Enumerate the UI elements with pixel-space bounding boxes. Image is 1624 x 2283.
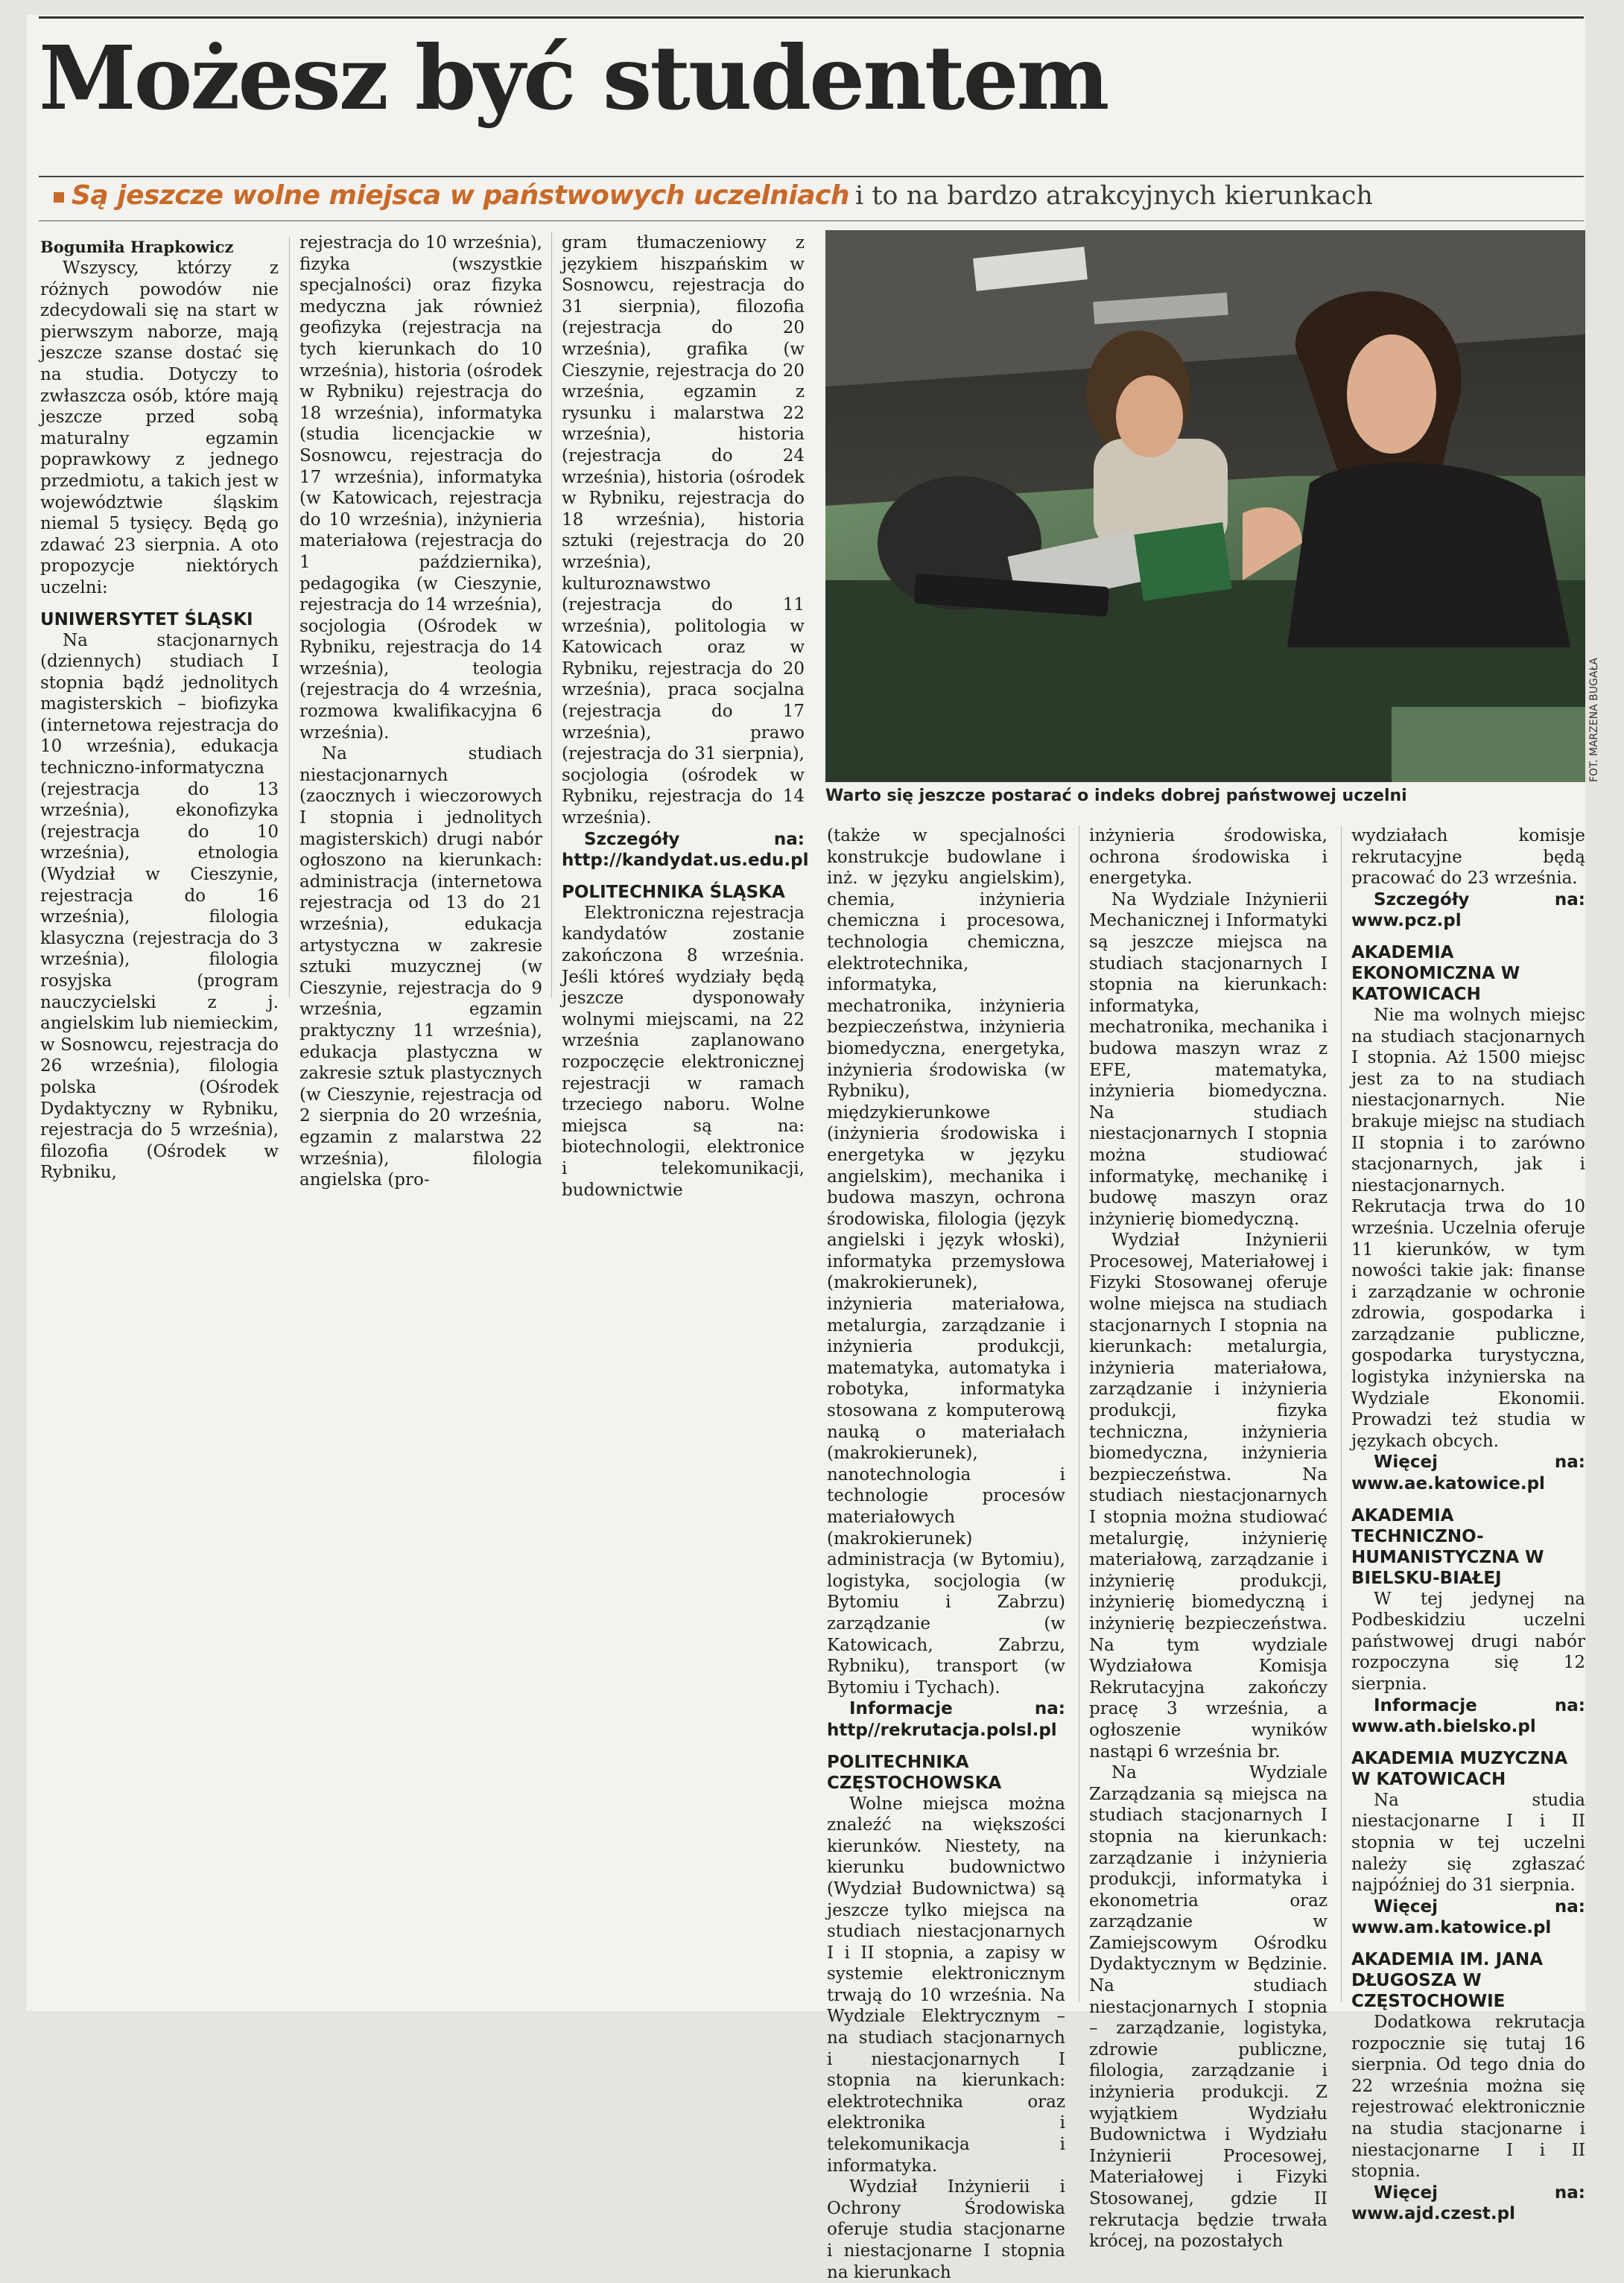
column-2 [299,232,542,1191]
column-4 [827,825,1065,2283]
column-divider [1341,825,1342,2002]
details-label: Szczegóły na: [584,829,805,849]
paragraph: Wolne miejsca można znaleźć na większości kierunków. Niestety, na kierunku budownictwo (Wydział Budownictwa) są jeszcze tylko miejsca na studiach niestacjonarnych I i II stopnia, a zapisy w systemie elektronicznym trwają do 10 września. Na Wydziale Elektrycznym – na studiach stacjonarnych i niestacjonarnych I stopnia na kierunkach: elektrotechnika oraz elektronika i telekomunikacja i informatyka. [827,1794,1065,2176]
paragraph: rejestracja do 10 września), fizyka (wszystkie specjalności) oraz fizyka medyczna jak również geofizyka (rejestracja na tych kierunkach do 10 września), historia (ośrodek w Rybniku) rejestracja do 18 września), informatyka (studia licencjackie w Sosnowcu, rejestracja do 17 września), informatyka (w Katowicach, rejestracja do 10 września), inżynieria materiałowa (rejestracja do 1 października), pedagogika (w Cieszynie, rejestracja do 14 września), socjologia (Ośrodek w Rybniku, rejestracja do 14 września), teologia (rejestracja do 4 września, rozmowa kwalifikacyjna 6 września). [299,233,542,743]
paragraph: Na Wydziale Zarządzania są miejsca na studiach stacjonarnych I stopnia na kierunkach: zarządzanie i inżynieria produkcji, informatyka i ekonometria oraz zarządzanie w Zamiejscowym Ośrodku Dydaktycznym w Będzinie. Na studiach niestacjonarnych I stopnia – zarządzanie, logistyka, zdrowie publiczne, filologia, zarządzanie i inżynieria produkcji. Z wyjątkiem Wydziału Budownictwa i Wydziału Inżynierii Procesowej, Materiałowej i Fizyki Stosowanej, gdzie II rekrutacja będzie trwała krócej, na pozostałych [1089,1763,1328,2252]
more-line [1351,2182,1585,2225]
more-link[interactable]: www.ajd.czest.pl [1351,2204,1516,2224]
more-label: Więcej na: [1374,1896,1585,1917]
subheadline [39,179,1584,213]
paragraph: Na studiach niestacjonarnych (zaocznych i wieczorowych I stopnia i jednolitych magisterskich) drugi nabór ogłoszono na kierunkach: administracja (internetowa rejestracja od 13 do 21 września), edukacja artystyczna w zakresie sztuki muzycznej (w Cieszynie, rejestracja do 9 września, egzamin praktyczny 11 września), edukacja plastyczna w zakresie sztuk plastycznych (w Cieszynie, rejestracja od 2 sierpnia do 20 września, egzamin z malarstwa 22 września), filologia angielska (pro- [299,744,542,1190]
details-link[interactable]: www.pcz.pl [1351,911,1462,931]
paragraph: Wydział Inżynierii Procesowej, Materiałowej i Fizyki Stosowanej oferuje wolne miejsca na studiach stacjonarnych I stopnia na kierunkach: metalurgia, inżynieria materiałowa, zarządzanie i inżynieria produkcji, fizyka techniczna, inżynieria biomedyczna, inżynieria bezpieczeństwa. Na studiach niestacjonarnych I stopnia można studiować metalurgię, inżynierię materiałową, zarządzanie i inżynierię produkcji, inżynierię biomedyczną i inżynierię bezpieczeństwa. Na tym wydziale Wydziałowa Komisja Rekrutacyjna zakończy pracę 3 września, a ogłoszenie wyników nastąpi 6 września br. [1089,1231,1328,1762]
section-heading-akademia-techniczno-humanistyczna: AKADEMIA TECHNICZNO-HUMANISTYCZNA W BIELSKU-BIAŁEJ [1351,1505,1544,1588]
column-5 [1089,825,1328,2252]
info-line [827,1698,1065,1741]
column-1 [40,237,279,1184]
photo-credit: FOT. MARZENA BUGAŁA [1588,658,1600,782]
details-link[interactable]: http://kandydat.us.edu.pl [562,851,809,871]
paragraph: Elektroniczna rejestracja kandydatów zostanie zakończona 8 września. Jeśli któreś wydziały będą jeszcze dysponowały wolnymi miejscami, na 22 września zaplanowano rozpoczęcie elektronicznej rejestracji w ramach trzeciego naboru. Wolne miejsca są na: biotechnologii, elektronice i telekomunikacji, budownictwie [562,903,805,1200]
paragraph: wydziałach komisje rekrutacyjne będą pracować do 23 września. [1351,826,1585,889]
column-3 [562,232,809,1201]
section-heading-politechnika-slaska: POLITECHNIKA ŚLĄSKA [562,882,785,902]
more-label: Więcej na: [1374,1452,1585,1473]
section-heading-akademia-jana-dlugosza: AKADEMIA IM. JANA DŁUGOSZA W CZĘSTOCHOWIE [1351,1949,1544,2011]
students-photo-image [825,230,1585,782]
more-line [1351,1896,1585,1939]
paragraph: Wydział Inżynierii i Ochrony Środowiska oferuje studia stacjonarne i niestacjonarne I stopnia na kierunkach [827,2177,1065,2282]
paragraph: inżynieria środowiska, ochrona środowiska i energetyka. [1089,826,1328,889]
more-link[interactable]: www.am.katowice.pl [1351,1918,1552,1938]
students-photo [825,230,1585,782]
subheadline-bullet-icon [54,192,64,203]
info-link[interactable]: www.ath.bielsko.pl [1351,1717,1536,1737]
byline: Bogumiła Hrapkowicz [40,238,234,256]
more-line [1351,1452,1585,1494]
details-line [1351,889,1585,932]
section-heading-politechnika-czestochowska: POLITECHNIKA CZĘSTOCHOWSKA [827,1752,1002,1793]
subheadline-rule [39,220,1584,221]
headline-rule [39,176,1584,177]
details-label: Szczegóły na: [1374,889,1585,909]
section-heading-uniwersytet-slaski: UNIWERSYTET ŚLĄSKI [40,609,253,629]
info-line [1351,1695,1585,1738]
more-label: Więcej na: [1374,2182,1585,2203]
paragraph: (także w specjalności konstrukcje budowlane i inż. w języku angielskim), chemia, inżynieria chemiczna i procesowa, technologia chemiczna, elektrotechnika, informatyka, mechatronika, inżynieria bezpieczeństwa, inżynieria biomedyczna, energetyka, inżynieria środowiska (w Rybniku), międzykierunkowe (inżynieria środowiska i energetyka w języku angielskim), mechanika i budowa maszyn, ochrona środowiska, filologia (język angielski i język włoski), informatyka przemysłowa (makrokierunek), inżynieria materiałowa, metalurgia, zarządzanie i inżynieria produkcji, matematyka, automatyka i robotyka, informatyka stosowana z komputerową nauką o materiałach (makrokierunek), nanotechnologia i technologie procesów materiałowych (makrokierunek) administracja (w Bytomiu), logistyka, socjologia (w Bytomiu i Zabrzu) zarządzanie (w Katowicach, Zabrzu, Rybniku), transport (w Bytomiu i Tychach). [827,826,1065,1698]
info-label: Informacje na: [849,1699,1065,1719]
paragraph: Nie ma wolnych miejsc na studiach stacjonarnych I stopnia. Aż 1500 miejsc jest za to na studiach niestacjonarnych. Nie brakuje miejsc na studiach II stopnia i to zarówno stacjonarnych, jak i niestacjonarnych. Rekrutacja trwa do 10 września. Uczelnia oferuje 11 kierunków, w tym nowości takie jak: finanse i zarządzanie w ochronie zdrowia, gospodarka i zarządzanie publiczne, gospodarka turystyczna, logistyka inżynierska na Wydziale Ekonomii. Prowadzi też studia w językach obcych. [1351,1005,1585,1451]
paragraph: Dodatkowa rekrutacja rozpocznie się tutaj 16 sierpnia. Od tego dnia do 22 września można się rejestrować elektronicznie na studia stacjonarne i niestacjonarne I i II stopnia. [1351,2012,1585,2182]
more-link[interactable]: www.ae.katowice.pl [1351,1474,1545,1494]
subheadline-rest: i to na bardzo atrakcyjnych kierunkach [855,181,1373,211]
photo-caption: Warto się jeszcze postarać o indeks dobrej państwowej uczelni [825,787,1407,805]
info-link[interactable]: http//rekrutacja.polsl.pl [827,1720,1057,1740]
column-divider [289,237,290,998]
paragraph: Na Wydziale Inżynierii Mechanicznej i Informatyki są jeszcze miejsca na studiach stacjonarnych I stopnia na kierunkach: informatyka, mechatronika, mechanika i budowa maszyn wraz z EFE, matematyka, inżynieria biomedyczna. Na studiach niestacjonarnych I stopnia można studiować informatykę, mechanikę i budowę maszyn oraz inżynierię biomedyczną. [1089,889,1328,1229]
paragraph: Na studia niestacjonarne I i II stopnia w tej uczelni należy się zgłaszać najpóźniej do 31 sierpnia. [1351,1790,1585,1896]
column-divider [551,232,552,998]
paragraph: gram tłumaczeniowy z językiem hiszpańskim w Sosnowcu, rejestracja do 31 sierpnia), filozofia (rejestracja do 20 września), grafika (w Cieszynie, rejestracja do 20 września, egzamin z rysunku i malarstwa 22 września), historia (rejestracja do 24 września), historia (ośrodek w Rybniku, rejestracja do 18 września), historia sztuki (rejestracja do 20 września), kulturoznawstwo (rejestracja do 11 września), politologia w Katowicach oraz w Rybniku, rejestracja do 20 września), praca socjalna (rejestracja do 17 września), prawo (rejestracja do 31 sierpnia), socjologia (ośrodek w Rybniku, rejestracja do 14 września). [562,233,805,828]
section-heading-akademia-muzyczna: AKADEMIA MUZYCZNA W KATOWICACH [1351,1748,1568,1789]
paragraph: W tej jedynej na Podbeskidziu uczelni państwowej drugi nabór rozpoczyna się 12 sierpnia. [1351,1589,1585,1694]
subheadline-highlight: Są jeszcze wolne miejsca w państwowych uczelniach [72,180,849,211]
paragraph: Na stacjonarnych (dziennych) studiach I stopnia bądź jednolitych magisterskich – biofizyka (internetowa rejestracja do 10 września), edukacja techniczno-informatyczna (rejestracja do 13 września), ekonofizyka (rejestracja do 10 września), etnologia (Wydział w Cieszynie, rejestracja do 16 września), filologia klasyczna (rejestracja do 3 września), filologia rosyjska (program nauczycielski z j. angielskim lub niemieckim, w Sosnowcu, rejestracja do 26 września), filologia polska (Ośrodek Dydaktyczny w Rybniku, rejestracja do 5 września), filozofia (Ośrodek w Rybniku, [40,630,279,1183]
headline: Możesz być studentem [39,26,1108,130]
section-heading-akademia-ekonomiczna: AKADEMIA EKONOMICZNA W KATOWICACH [1351,942,1520,1004]
info-label: Informacje na: [1374,1695,1585,1715]
intro-paragraph: Wszyscy, którzy z różnych powodów nie zdecydowali się na start w pierwszym naborze, mają jeszcze szanse dostać się na studia. Dotyczy to zwłaszcza osób, które mają jeszcze przed sobą maturalny egzamin poprawkowy z jednego przedmiotu, a takich jest w województwie śląskim niemal 5 tysięcy. Będą go zdawać 23 sierpnia. A oto propozycje niektórych uczelni: [40,258,279,597]
top-rule [39,16,1584,19]
details-line [562,829,809,871]
column-6 [1351,825,1585,2225]
